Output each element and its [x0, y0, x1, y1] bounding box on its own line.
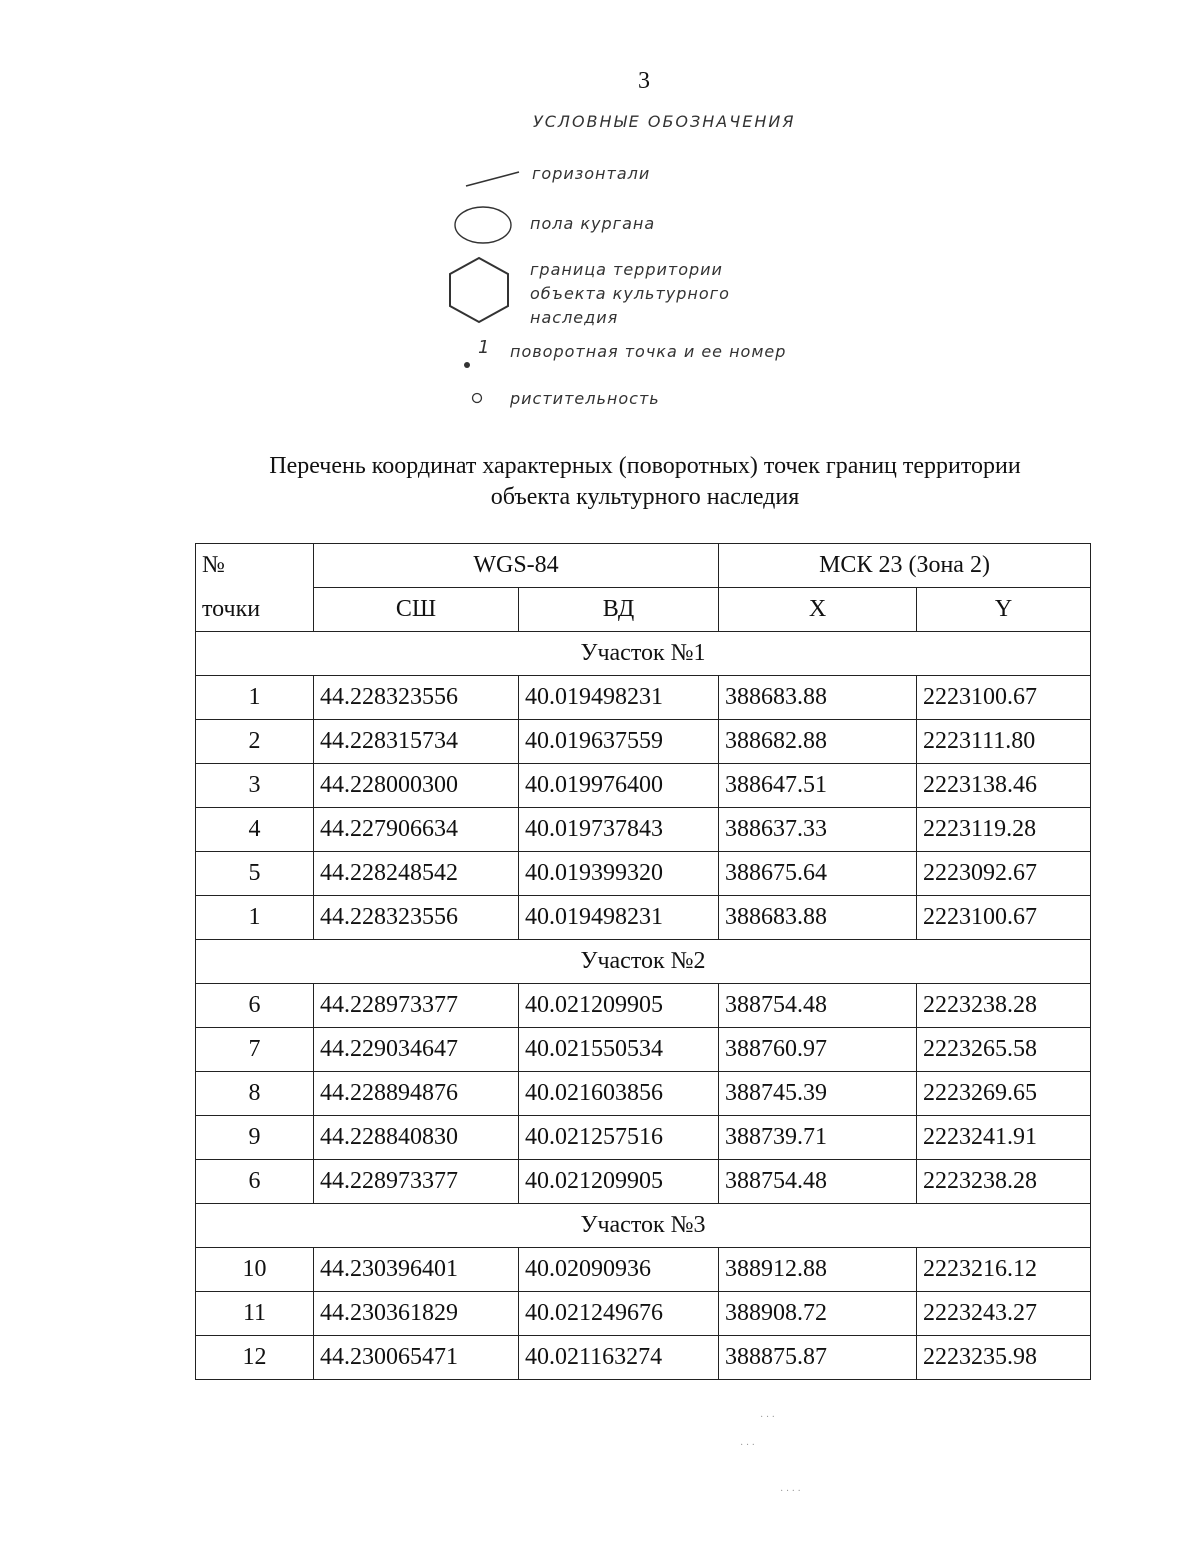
table-row	[196, 896, 1091, 940]
cell-point-number: 11	[196, 1292, 314, 1336]
cell-latitude: 44.228000300	[314, 764, 519, 808]
cell-point-number: 1	[196, 896, 314, 940]
cell-latitude: 44.227906634	[314, 808, 519, 852]
cell-x: 388754.48	[719, 1160, 917, 1204]
cell-latitude: 44.229034647	[314, 1028, 519, 1072]
cell-point-number: 7	[196, 1028, 314, 1072]
turning-point-number: 1	[478, 337, 491, 358]
cell-longitude: 40.019737843	[519, 808, 719, 852]
cell-latitude: 44.230396401	[314, 1248, 519, 1292]
cell-latitude: 44.228894876	[314, 1072, 519, 1116]
cell-latitude: 44.228323556	[314, 896, 519, 940]
cell-y: 2223138.46	[917, 764, 1091, 808]
table-header-row	[196, 544, 1091, 588]
cell-point-number: 6	[196, 1160, 314, 1204]
scan-artifact: · · · ·	[780, 1486, 801, 1497]
cell-y: 2223243.27	[917, 1292, 1091, 1336]
cell-longitude: 40.019498231	[519, 676, 719, 720]
legend-item-barrow: пола кургана	[530, 214, 656, 233]
header-point-number-bottom: точки	[196, 588, 314, 632]
table-row	[196, 852, 1091, 896]
header-latitude: СШ	[314, 588, 519, 632]
title-line: объекта культурного наследия	[490, 484, 800, 510]
cell-longitude: 40.021209905	[519, 1160, 719, 1204]
cell-x: 388760.97	[719, 1028, 917, 1072]
cell-y: 2223241.91	[917, 1116, 1091, 1160]
section-title: Участок №2	[196, 940, 1091, 984]
cell-point-number: 6	[196, 984, 314, 1028]
header-point-number-top: №	[196, 544, 314, 588]
cell-y: 2223265.58	[917, 1028, 1091, 1072]
cell-latitude: 44.230065471	[314, 1336, 519, 1380]
header-y: Y	[917, 588, 1091, 632]
cell-latitude: 44.228840830	[314, 1116, 519, 1160]
cell-y: 2223100.67	[917, 676, 1091, 720]
table-row	[196, 764, 1091, 808]
cell-y: 2223238.28	[917, 984, 1091, 1028]
table-row	[196, 1028, 1091, 1072]
cell-x: 388912.88	[719, 1248, 917, 1292]
table-row	[196, 1248, 1091, 1292]
section-title: Участок №1	[196, 632, 1091, 676]
table-row	[196, 1292, 1091, 1336]
cell-point-number: 8	[196, 1072, 314, 1116]
scan-artifact: · · ·	[760, 1412, 775, 1423]
cell-y: 2223235.98	[917, 1336, 1091, 1380]
header-x: X	[719, 588, 917, 632]
cell-x: 388675.64	[719, 852, 917, 896]
cell-x: 388754.48	[719, 984, 917, 1028]
table-row	[196, 720, 1091, 764]
table-row	[196, 1116, 1091, 1160]
cell-longitude: 40.021257516	[519, 1116, 719, 1160]
cell-longitude: 40.021249676	[519, 1292, 719, 1336]
legend-title: УСЛОВНЫЕ ОБОЗНАЧЕНИЯ	[533, 112, 796, 131]
cell-longitude: 40.021550534	[519, 1028, 719, 1072]
header-wgs84: WGS-84	[314, 544, 719, 588]
table-row	[196, 676, 1091, 720]
scan-artifact: · · ·	[740, 1440, 755, 1451]
turning-point-icon	[462, 360, 472, 370]
cell-point-number: 2	[196, 720, 314, 764]
section-title: Участок №3	[196, 1204, 1091, 1248]
header-longitude: ВД	[519, 588, 719, 632]
table-row	[196, 1336, 1091, 1380]
cell-point-number: 12	[196, 1336, 314, 1380]
legend-item-boundary	[530, 258, 730, 330]
cell-x: 388745.39	[719, 1072, 917, 1116]
vegetation-circle-icon	[470, 391, 484, 405]
cell-x: 388875.87	[719, 1336, 917, 1380]
table-row	[196, 984, 1091, 1028]
legend-boundary-line: объекта культурного	[530, 284, 730, 303]
cell-x: 388683.88	[719, 676, 917, 720]
section-row	[196, 940, 1091, 984]
cell-longitude: 40.019498231	[519, 896, 719, 940]
cell-y: 2223092.67	[917, 852, 1091, 896]
cell-latitude: 44.228315734	[314, 720, 519, 764]
cell-point-number: 3	[196, 764, 314, 808]
cell-x: 388647.51	[719, 764, 917, 808]
cell-latitude: 44.228323556	[314, 676, 519, 720]
section-row	[196, 632, 1091, 676]
cell-y: 2223238.28	[917, 1160, 1091, 1204]
cell-longitude: 40.021163274	[519, 1336, 719, 1380]
cell-point-number: 10	[196, 1248, 314, 1292]
cell-x: 388637.33	[719, 808, 917, 852]
table-row	[196, 1072, 1091, 1116]
page-number: 3	[638, 68, 650, 94]
cell-latitude: 44.228973377	[314, 1160, 519, 1204]
cell-longitude: 40.019976400	[519, 764, 719, 808]
cell-y: 2223111.80	[917, 720, 1091, 764]
cell-longitude: 40.021209905	[519, 984, 719, 1028]
ellipse-icon	[452, 204, 514, 246]
contour-line-icon	[464, 168, 522, 190]
legend-boundary-line: граница территории	[530, 260, 723, 279]
document-title	[150, 451, 1140, 513]
table-row	[196, 1160, 1091, 1204]
coordinates-table	[195, 543, 1091, 1380]
cell-point-number: 9	[196, 1116, 314, 1160]
header-msk23: МСК 23 (Зона 2)	[719, 544, 1091, 588]
cell-longitude: 40.02090936	[519, 1248, 719, 1292]
legend-boundary-line: наследия	[530, 308, 619, 327]
section-row	[196, 1204, 1091, 1248]
legend-item-turning-point: поворотная точка и ее номер	[510, 342, 787, 361]
hexagon-icon	[444, 254, 514, 326]
legend-item-contours: горизонтали	[532, 164, 651, 183]
cell-y: 2223269.65	[917, 1072, 1091, 1116]
cell-latitude: 44.228248542	[314, 852, 519, 896]
cell-y: 2223100.67	[917, 896, 1091, 940]
cell-point-number: 5	[196, 852, 314, 896]
cell-x: 388683.88	[719, 896, 917, 940]
title-line: Перечень координат характерных (поворотных) точек границ территории	[269, 453, 1021, 479]
table-subheader-row	[196, 588, 1091, 632]
cell-point-number: 1	[196, 676, 314, 720]
cell-y: 2223119.28	[917, 808, 1091, 852]
cell-x: 388739.71	[719, 1116, 917, 1160]
cell-x: 388682.88	[719, 720, 917, 764]
cell-latitude: 44.230361829	[314, 1292, 519, 1336]
cell-y: 2223216.12	[917, 1248, 1091, 1292]
cell-longitude: 40.019399320	[519, 852, 719, 896]
cell-longitude: 40.021603856	[519, 1072, 719, 1116]
cell-longitude: 40.019637559	[519, 720, 719, 764]
legend-item-vegetation: ристительность	[510, 389, 660, 408]
cell-latitude: 44.228973377	[314, 984, 519, 1028]
cell-point-number: 4	[196, 808, 314, 852]
table-row	[196, 808, 1091, 852]
cell-x: 388908.72	[719, 1292, 917, 1336]
